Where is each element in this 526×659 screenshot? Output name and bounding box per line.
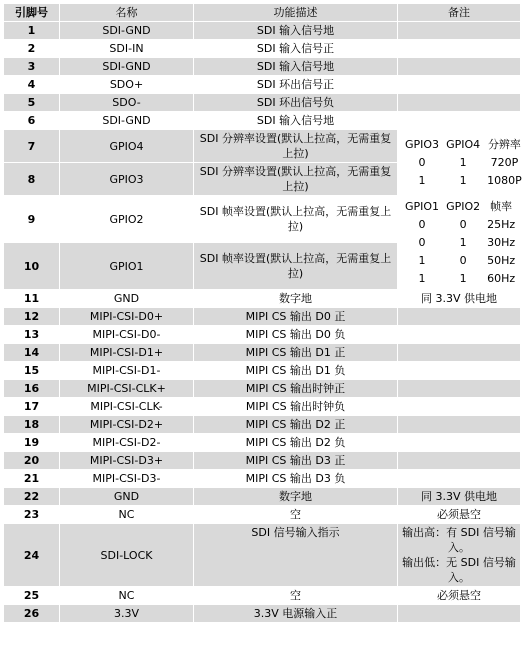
pin-number: 26: [4, 605, 60, 623]
table-row: [4, 290, 521, 308]
pin-note: [398, 434, 521, 452]
note-cell: 1080P: [484, 172, 526, 190]
pin-name: GND: [60, 290, 194, 308]
pin-note: [398, 452, 521, 470]
pin-function: MIPI CS 输出时钟正: [194, 380, 398, 398]
table-row: [4, 470, 521, 488]
pin-note: 必须悬空: [398, 506, 521, 524]
pin-note: [398, 344, 521, 362]
note-cell: 1: [402, 252, 443, 270]
table-row: [4, 112, 521, 130]
pin-note: [398, 112, 521, 130]
table-row: [4, 196, 521, 243]
pin-number: 14: [4, 344, 60, 362]
note-cell: 1: [402, 270, 443, 288]
note-header: GPIO4: [443, 136, 484, 154]
pin-number: 9: [4, 196, 60, 243]
table-row: [4, 452, 521, 470]
note-cell: 50Hz: [484, 252, 519, 270]
pin-number: 18: [4, 416, 60, 434]
pin-name: SDI-LOCK: [60, 524, 194, 587]
pin-function: MIPI CS 输出 D1 正: [194, 344, 398, 362]
header-function: 功能描述: [194, 4, 398, 22]
pin-number: 24: [4, 524, 60, 587]
table-row: [4, 380, 521, 398]
note-cell: 0: [402, 154, 443, 172]
pin-number: 22: [4, 488, 60, 506]
pin-function: SDI 环出信号负: [194, 94, 398, 112]
pin-name: GPIO1: [60, 243, 194, 290]
note-header: 分辨率: [484, 136, 526, 154]
pin-name: MIPI-CSI-D2+: [60, 416, 194, 434]
header-name: 名称: [60, 4, 194, 22]
table-row: [4, 416, 521, 434]
pin-name: SDI-GND: [60, 22, 194, 40]
table-row: [4, 587, 521, 605]
pin-note: 必须悬空: [398, 587, 521, 605]
note-cell: 1: [443, 234, 484, 252]
pin-name: GPIO2: [60, 196, 194, 243]
pin-function: SDI 信号输入指示: [194, 524, 398, 587]
pin-note: 同 3.3V 供电地: [398, 290, 521, 308]
pin-function: MIPI CS 输出 D1 负: [194, 362, 398, 380]
table-row: [4, 605, 521, 623]
note-header: GPIO2: [443, 198, 484, 216]
framerate-note-table: [401, 197, 519, 288]
note-cell: 1: [443, 172, 484, 190]
table-row: [4, 130, 521, 163]
table-row: [4, 326, 521, 344]
pin-number: 7: [4, 130, 60, 163]
pin-name: GND: [60, 488, 194, 506]
header-note: 备注: [398, 4, 521, 22]
pin-function: 空: [194, 587, 398, 605]
pin-note: [398, 58, 521, 76]
pin-function: SDI 帧率设置(默认上拉高，无需重复上拉): [194, 243, 398, 290]
table-row: [4, 344, 521, 362]
pin-function: SDI 环出信号正: [194, 76, 398, 94]
pin-number: 25: [4, 587, 60, 605]
pin-table: [3, 3, 521, 623]
pin-function: MIPI CS 输出 D3 正: [194, 452, 398, 470]
table-row: [4, 506, 521, 524]
pin-name: MIPI-CSI-D3-: [60, 470, 194, 488]
pin-number: 20: [4, 452, 60, 470]
pin-number: 1: [4, 22, 60, 40]
pin-name: SDI-GND: [60, 112, 194, 130]
note-header: 帧率: [484, 198, 519, 216]
pin-function: MIPI CS 输出 D3 负: [194, 470, 398, 488]
pin-function: SDI 帧率设置(默认上拉高，无需重复上拉): [194, 196, 398, 243]
note-line: 输出低：无 SDI 信号输入。: [402, 556, 516, 584]
pin-function: MIPI CS 输出 D0 负: [194, 326, 398, 344]
pin-function: 空: [194, 506, 398, 524]
pin-function: MIPI CS 输出 D2 正: [194, 416, 398, 434]
pin-number: 13: [4, 326, 60, 344]
pin-function: SDI 输入信号地: [194, 58, 398, 76]
pin-number: 23: [4, 506, 60, 524]
pin-function: MIPI CS 输出 D0 正: [194, 308, 398, 326]
note-header: GPIO1: [402, 198, 443, 216]
note-cell: 60Hz: [484, 270, 519, 288]
pin-name: MIPI-CSI-D1+: [60, 344, 194, 362]
pin-note: [398, 524, 521, 587]
note-cell: 0: [443, 252, 484, 270]
pin-number: 11: [4, 290, 60, 308]
note-line: 输出高：有 SDI 信号输入。: [402, 526, 516, 554]
pin-note: [398, 326, 521, 344]
pin-note: [398, 398, 521, 416]
pin-name: GPIO4: [60, 130, 194, 163]
pin-note: [398, 40, 521, 58]
pin-note: [398, 416, 521, 434]
note-header: GPIO3: [402, 136, 443, 154]
pin-name: NC: [60, 587, 194, 605]
pin-function: SDI 分辨率设置(默认上拉高，无需重复上拉): [194, 130, 398, 163]
resolution-note: [398, 130, 521, 196]
pin-number: 21: [4, 470, 60, 488]
framerate-note: [398, 196, 521, 290]
note-cell: 720P: [484, 154, 526, 172]
pin-note: [398, 308, 521, 326]
pin-number: 5: [4, 94, 60, 112]
pin-note: [398, 76, 521, 94]
pin-number: 17: [4, 398, 60, 416]
pin-number: 16: [4, 380, 60, 398]
pin-note: [398, 605, 521, 623]
pin-function: 数字地: [194, 488, 398, 506]
table-row: [4, 434, 521, 452]
pin-name: MIPI-CSI-CLK-: [60, 398, 194, 416]
pin-function: MIPI CS 输出 D2 负: [194, 434, 398, 452]
pin-name: MIPI-CSI-D1-: [60, 362, 194, 380]
pin-name: MIPI-CSI-D3+: [60, 452, 194, 470]
table-row: [4, 398, 521, 416]
pin-note: [398, 362, 521, 380]
table-row: [4, 488, 521, 506]
pin-name: SDI-GND: [60, 58, 194, 76]
table-row: [4, 308, 521, 326]
pin-number: 2: [4, 40, 60, 58]
pin-function: SDI 输入信号正: [194, 40, 398, 58]
pin-name: NC: [60, 506, 194, 524]
pin-name: MIPI-CSI-D0-: [60, 326, 194, 344]
pin-function: SDI 输入信号地: [194, 112, 398, 130]
pin-name: SDO+: [60, 76, 194, 94]
pin-function: SDI 分辨率设置(默认上拉高，无需重复上拉): [194, 163, 398, 196]
table-header-row: [4, 4, 521, 22]
note-cell: 25Hz: [484, 216, 519, 234]
table-row: [4, 94, 521, 112]
table-row: [4, 22, 521, 40]
note-cell: 1: [402, 172, 443, 190]
note-cell: 1: [443, 154, 484, 172]
pin-name: GPIO3: [60, 163, 194, 196]
note-cell: 0: [402, 216, 443, 234]
table-row: [4, 76, 521, 94]
pin-number: 12: [4, 308, 60, 326]
pin-name: MIPI-CSI-D0+: [60, 308, 194, 326]
note-cell: 0: [443, 216, 484, 234]
table-row: [4, 524, 521, 587]
pin-note: [398, 470, 521, 488]
pin-note: [398, 94, 521, 112]
note-cell: 0: [402, 234, 443, 252]
pin-number: 10: [4, 243, 60, 290]
pin-name: 3.3V: [60, 605, 194, 623]
pin-number: 3: [4, 58, 60, 76]
pin-function: SDI 输入信号地: [194, 22, 398, 40]
pin-number: 8: [4, 163, 60, 196]
pin-function: 3.3V 电源输入正: [194, 605, 398, 623]
header-pin: 引脚号: [4, 4, 60, 22]
pin-number: 6: [4, 112, 60, 130]
note-cell: 30Hz: [484, 234, 519, 252]
note-cell: 1: [443, 270, 484, 288]
pin-number: 4: [4, 76, 60, 94]
pin-note: 同 3.3V 供电地: [398, 488, 521, 506]
pin-number: 19: [4, 434, 60, 452]
pin-number: 15: [4, 362, 60, 380]
pin-name: MIPI-CSI-D2-: [60, 434, 194, 452]
pin-function: MIPI CS 输出时钟负: [194, 398, 398, 416]
pin-function: 数字地: [194, 290, 398, 308]
resolution-note-table: [401, 135, 526, 190]
table-row: [4, 362, 521, 380]
pin-name: SDI-IN: [60, 40, 194, 58]
table-row: [4, 40, 521, 58]
pin-name: SDO-: [60, 94, 194, 112]
pin-note: [398, 380, 521, 398]
pin-name: MIPI-CSI-CLK+: [60, 380, 194, 398]
pin-note: [398, 22, 521, 40]
table-row: [4, 58, 521, 76]
